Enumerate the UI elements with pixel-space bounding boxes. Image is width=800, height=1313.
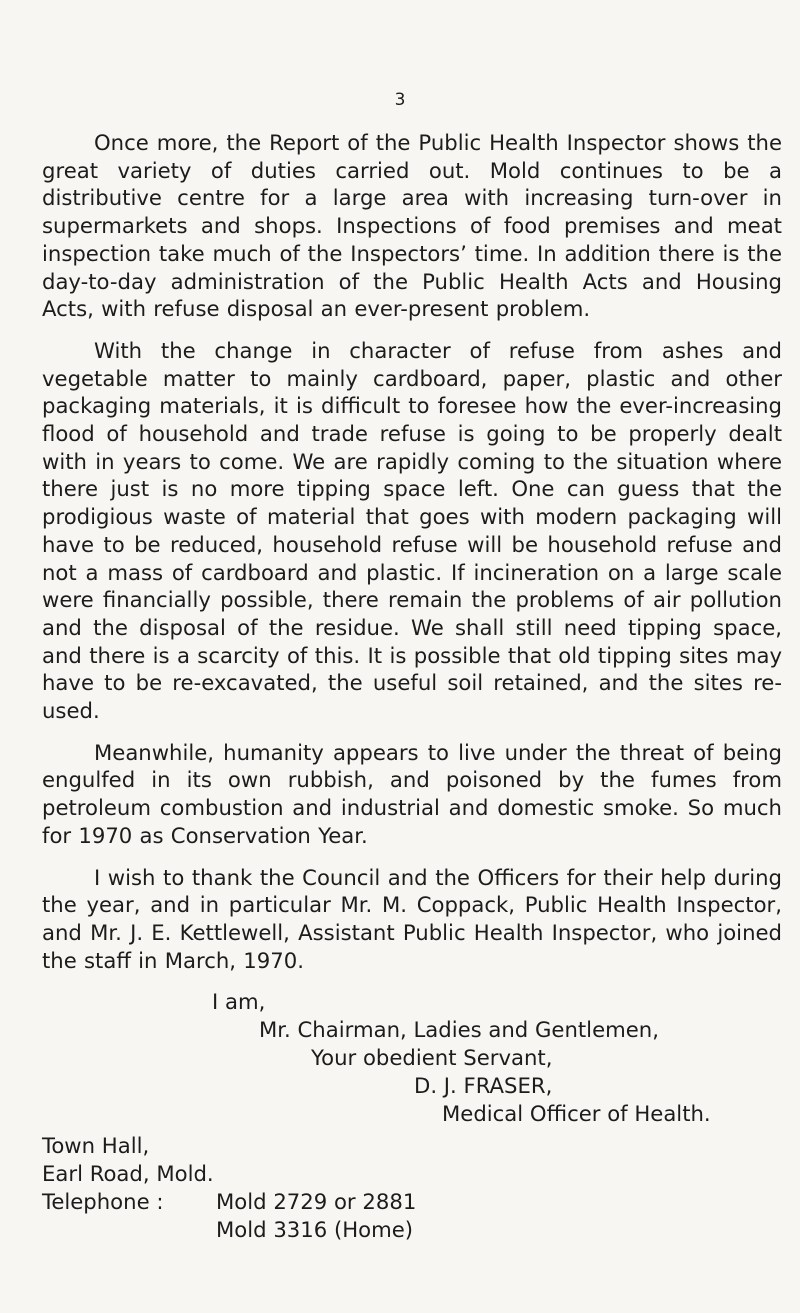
signatory-title: Medical Officer of Health. — [442, 1101, 711, 1127]
letter-body — [42, 129, 782, 1243]
telephone-label: Telephone : — [42, 1188, 164, 1214]
address-block — [42, 1132, 782, 1243]
paragraph-inspection-duties: Once more, the Report of the Public Health Inspector shows the great variety of duties carried out. Mold continues to be a distributive centre for a large area with increasing turn-over in supermarkets and shops. Inspections of food premises and meat inspection take much of the Inspectors’ time. In addition there is the day-to-day administration of the Public Health Acts and Housing Acts, with refuse disposal an ever-present problem. — [42, 130, 782, 322]
signatory-name: D. J. FRASER, — [414, 1073, 553, 1099]
paragraph-thanks: I wish to thank the Council and the Officers for their help during the year, and in particular Mr. M. Coppack, Public Health Inspector, and Mr. J. E. Kettlewell, Assistant Public Health Inspector, who joined the staff in March, 1970. — [42, 864, 782, 973]
telephone-office: Mold 2729 or 2881 — [216, 1188, 417, 1214]
address-town-hall: Town Hall, — [42, 1133, 150, 1159]
address-street: Earl Road, Mold. — [42, 1161, 214, 1187]
paragraph-pollution: Meanwhile, humanity appears to live under the threat of being engulfed in its own rubbish, and poisoned by the fumes from petroleum combustion and industrial and domestic smoke. So much for 1970 as Conservation Year. — [42, 739, 782, 848]
closing-i-am: I am, — [212, 989, 266, 1015]
paragraph-refuse-disposal: With the change in character of refuse from ashes and vegetable matter to mainly cardboard, paper, plastic and other packaging materials, it is difficult to foresee how the ever-increasing flood of household and trade refuse is going to be properly dealt with in years to come. We are rapidly coming to the situation where there just is no more tipping space left. One can guess that the prodigious waste of material that goes with modern packaging will have to be reduced, household refuse will be household refuse and not a mass of cardboard and plastic. If incineration on a large scale were financially possible, there remain the problems of air pollution and the disposal of the residue. We shall still need tipping space, and there is a scarcity of this. It is possible that old tipping sites may have to be re-excavated, the useful soil retained, and the sites re-used. — [42, 337, 782, 724]
page-number: 3 — [394, 90, 406, 110]
telephone-home: Mold 3316 (Home) — [216, 1216, 414, 1242]
closing-salutation: Mr. Chairman, Ladies and Gentlemen, — [259, 1017, 659, 1043]
closing-servant: Your obedient Servant, — [311, 1045, 553, 1071]
telephone-row — [42, 1188, 782, 1243]
telephone-values — [216, 1188, 416, 1243]
